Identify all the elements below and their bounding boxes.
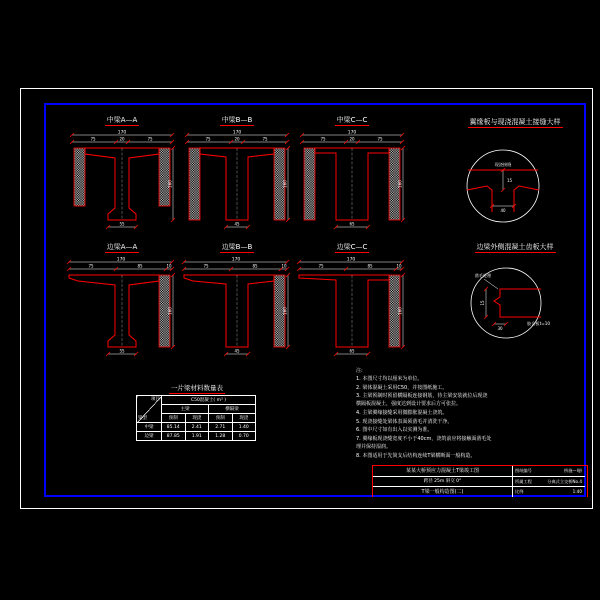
section-title: 中梁C—C (336, 116, 368, 124)
title-block-row (513, 487, 585, 497)
hatch-left (189, 148, 200, 220)
notes-block (356, 368, 492, 461)
dim-label: 30 (497, 326, 503, 331)
dim-seg-label: 85 (252, 263, 258, 269)
dim-height-label: 160 (167, 307, 173, 315)
dim-bottom-label: 65 (349, 221, 355, 227)
detail-title: 边梁外侧混凝土齿板大样 (476, 243, 554, 251)
beam-outline (299, 275, 389, 347)
detail-edge-tooth (440, 243, 590, 361)
corner-bottom-label: 梁型 (138, 416, 147, 421)
hatch-left (74, 148, 85, 206)
section-edge-a (66, 243, 178, 365)
section-title: 中梁B—B (221, 116, 253, 124)
project-name: 某某大桥预应力混凝土T梁竣工图 (373, 466, 512, 477)
dim-total-label: 170 (346, 257, 356, 263)
section-title: 边梁C—C (336, 243, 368, 251)
table-subheader: 现浇 (185, 414, 209, 423)
dim-height-label: 160 (167, 180, 173, 188)
dim-total-label: 170 (116, 257, 126, 263)
section-mid-a (66, 116, 178, 238)
dim-seg-label: 75 (88, 263, 94, 269)
section-mid-b (181, 116, 293, 238)
cell-value: 2.41 (185, 423, 209, 432)
table-group-diaphragm: 横隔梁 (209, 405, 256, 414)
row-label: 中梁 (137, 423, 162, 432)
sheet-name: T梁一般构造图(二) (421, 489, 464, 495)
cell-value: 87.85 (162, 432, 186, 441)
table-row (137, 432, 256, 441)
cell-value: 2.71 (209, 423, 233, 432)
title-block-left (373, 466, 513, 497)
dim-seg-label: 75 (147, 136, 153, 142)
dim-seg-label: 75 (262, 136, 268, 142)
table-header-concrete: C50混凝土( m³ ) (162, 396, 256, 405)
roughen-label: 凿毛处理 (474, 273, 492, 278)
note-item: 2. 梁体混凝土采用C50，并按图纸施工。 (356, 384, 448, 391)
table-group-main: 主梁 (162, 405, 209, 414)
dim-segments (297, 267, 404, 271)
dim-height-label: 160 (282, 307, 288, 315)
note-item: 7. 翼缘板现浇缝宽度不小于40cm，浇筑前应将接触面凿毛处理并保持湿润。 (356, 436, 492, 450)
section-mid-c (296, 116, 408, 238)
dim-seg-label: 75 (90, 136, 96, 142)
title-block-right (513, 466, 585, 497)
note-item: 4. 主梁翼缘接缝采用微膨胀混凝土浇筑。 (356, 409, 448, 416)
section-edge-b (181, 243, 293, 365)
detail-flange-joint (440, 118, 590, 236)
dim-seg-label: 20 (349, 136, 355, 142)
dim-seg-label: 10 (281, 263, 287, 269)
dim-seg-label: 75 (203, 263, 209, 269)
cell-value: 85.14 (162, 423, 186, 432)
note-item: 5. 现浇接缝处梁体表面须凿毛并清洗干净。 (356, 418, 453, 425)
row-label: 边梁 (137, 432, 162, 441)
dim-segments (182, 267, 289, 271)
corner-top-label: 项目 (151, 397, 160, 402)
note-item: 3. 主梁预制时预留横隔板连接钢筋，待主梁安装就位后现浇横隔板混凝土，强度达到设计要求后方可张拉。 (356, 393, 488, 407)
tb-row-value: 分离式立交桥No.4 (547, 479, 582, 484)
dim-joint-depth (501, 168, 505, 192)
material-quantity-table (136, 384, 258, 441)
hatch-right (159, 148, 170, 206)
dim-bottom-label: 55 (119, 348, 125, 354)
joint-label: 现浇接缝 (494, 162, 512, 167)
section-drawing-mid-b (181, 128, 293, 232)
tb-row-value: 桥施—Ⅰ册 (564, 468, 582, 473)
cell-value: 1.28 (209, 432, 233, 441)
dim-bottom-label: 45 (234, 348, 240, 354)
cell-value: 1.40 (232, 423, 256, 432)
note-item: 1. 本图尺寸均以厘米为单位。 (356, 375, 423, 382)
dim-label: 15 (507, 178, 513, 183)
section-title: 中梁A—A (106, 116, 138, 124)
dim-total-label: 170 (347, 130, 357, 136)
table-corner-cell (137, 396, 162, 423)
dim-seg-label: 85 (367, 263, 373, 269)
section-drawing-edge-c (296, 255, 408, 359)
dim-seg-label: 85 (137, 263, 143, 269)
dim-seg-label: 75 (205, 136, 211, 142)
dim-height-label: 160 (282, 180, 288, 188)
table-subheader: 预制 (209, 414, 233, 423)
dim-total-label: 170 (117, 130, 127, 136)
title-block-row (513, 477, 585, 487)
span-info: 跨径 25m 斜交 0° (373, 477, 512, 487)
note-item: 6. 图中尺寸如有出入以实测为准。 (356, 427, 433, 434)
section-title: 边梁A—A (106, 243, 138, 251)
beam-outline (184, 275, 274, 347)
cell-value: 0.70 (232, 432, 256, 441)
tb-row-label: 比例 (515, 489, 524, 494)
detail-title: 翼缘板与现浇混凝土接缝大样 (469, 118, 561, 126)
leader-line (484, 279, 498, 289)
dim-height-label: 160 (397, 307, 403, 315)
cell-value: 1.91 (185, 432, 209, 441)
section-drawing-mid-c (296, 128, 408, 232)
dim-label: 40 (500, 208, 506, 213)
table-subheader: 现浇 (232, 414, 256, 423)
hatch-left (304, 148, 315, 220)
tooth-outline (494, 289, 541, 317)
note-item: 8. 本图适用于先简支后结构连续T梁横断面一般构造。 (356, 452, 476, 459)
dim-bottom-label: 45 (234, 221, 240, 227)
dim-label: 15 (480, 300, 485, 306)
table-subheader: 预制 (162, 414, 186, 423)
section-drawing-edge-a (66, 255, 178, 359)
detail-drawing-flange-joint (440, 132, 590, 232)
dim-height-label: 160 (397, 180, 403, 188)
dim-seg-label: 75 (320, 136, 326, 142)
plywood-label: 胶合板t=10 (527, 321, 551, 326)
dim-seg-label: 75 (377, 136, 383, 142)
detail-drawing-edge-tooth (440, 257, 590, 357)
dim-segments (67, 267, 174, 271)
dim-bottom-label: 55 (119, 221, 125, 227)
section-drawing-edge-b (181, 255, 293, 359)
table-row (137, 423, 256, 432)
section-edge-c (296, 243, 408, 365)
tb-row-label: 所属工程 (515, 479, 532, 484)
dim-total-label: 170 (231, 257, 241, 263)
dim-seg-label: 10 (166, 263, 172, 269)
dim-seg-label: 75 (318, 263, 324, 269)
section-drawing-mid-a (66, 128, 178, 232)
table-title: 一片梁材料数量表 (171, 384, 223, 392)
tb-row-value: 1:40 (572, 489, 582, 494)
dim-seg-label: 20 (234, 136, 240, 142)
right-flange-end (514, 186, 539, 212)
dim-seg-label: 10 (396, 263, 402, 269)
title-block (372, 465, 588, 497)
tb-row-label: 图纸编号 (515, 468, 532, 473)
dim-bottom-label: 65 (349, 348, 355, 354)
beam-outline (69, 275, 159, 347)
left-flange-end (467, 186, 492, 212)
section-title: 边梁B—B (221, 243, 253, 251)
dim-total-label: 170 (232, 130, 242, 136)
title-block-row (513, 466, 585, 477)
notes-heading: 注: (356, 368, 363, 374)
dim-seg-label: 20 (119, 136, 125, 142)
